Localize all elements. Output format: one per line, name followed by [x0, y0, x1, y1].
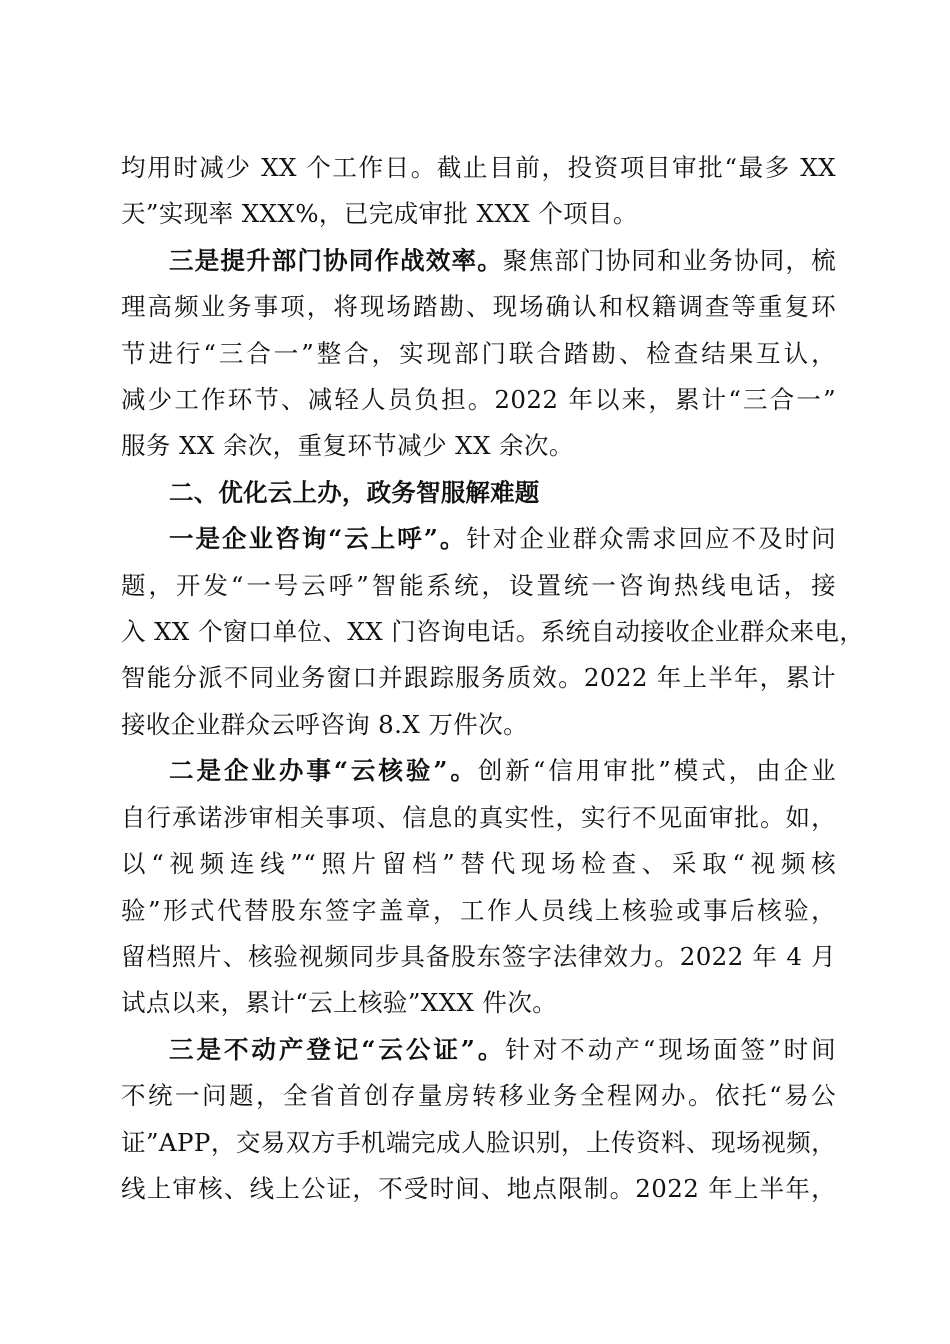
text-line: 天”实现率 XXX%，已完成审批 XXX 个项目。 [121, 199, 638, 229]
text-line: 入 XX 个窗口单位、XX 门咨询电话。系统自动接收企业群众来电， [121, 617, 865, 647]
body-text [121, 145, 865, 1212]
paragraph-text: 聚焦部门协同和业务协同，梳 [502, 245, 836, 275]
text-line: 接收企业群众云呼咨询 8.X 万件次。 [121, 709, 528, 739]
text-line: 智能分派不同业务窗口并跟踪服务质效。2022 年上半年，累计 [121, 663, 836, 693]
paragraph-lead: 三是不动产登记“云公证”。 [169, 1034, 506, 1064]
paragraph-lead: 一是企业咨询“云上呼”。 [169, 524, 467, 554]
paragraph-lead: 三是提升部门协同作战效率。 [169, 245, 503, 275]
text-line: 减少工作环节、减轻人员负担。2022 年以来，累计“三合一” [121, 385, 836, 415]
text-line: 节进行“三合一”整合，实现部门联合踏勘、检查结果互认， [121, 338, 836, 368]
text-line: 理高频业务事项，将现场踏勘、现场确认和权籍调查等重复环 [121, 292, 836, 322]
section-heading: 二、优化云上办，政务智服解难题 [169, 477, 540, 507]
text-line: 证”APP，交易双方手机端完成人脸识别，上传资料、现场视频， [121, 1127, 836, 1157]
text-line: 不统一问题，全省首创存量房转移业务全程网办。依托“易公 [121, 1081, 836, 1111]
paragraph-text: 针对不动产“现场面签”时间 [505, 1034, 837, 1064]
paragraph-line [121, 748, 836, 794]
text-line: 试点以来，累计“云上核验”XXX 件次。 [121, 988, 558, 1018]
text-line: 留档照片、核验视频同步具备股东签字法律效力。2022 年 4 月 [121, 941, 836, 971]
paragraph-text: 针对企业群众需求回应不及时问 [466, 524, 837, 554]
text-line: 题，开发“一号云呼”智能系统，设置统一咨询热线电话，接 [121, 570, 836, 600]
text-line: 服务 XX 余次，重复环节减少 XX 余次。 [121, 431, 574, 461]
paragraph-lead: 二是企业办事“云核验”。 [169, 756, 478, 786]
text-line: 自行承诺涉审相关事项、信息的真实性，实行不见面审批。如， [121, 802, 836, 832]
paragraph-text: 创新“信用审批”模式，由企业 [477, 756, 837, 786]
text-line: 线上审核、线上公证，不受时间、地点限制。2022 年上半年， [121, 1173, 836, 1203]
text-line: 以“视频连线”“照片留档”替代现场检查、采取“视频核 [121, 849, 836, 879]
paragraph-line [121, 1027, 836, 1073]
text-line: 均用时减少 XX 个工作日。截止目前，投资项目审批“最多 XX [121, 153, 836, 182]
paragraph-line [121, 516, 836, 562]
paragraph-line [121, 238, 836, 284]
text-line: 验”形式代替股东签字盖章，工作人员线上核验或事后核验， [121, 895, 836, 925]
